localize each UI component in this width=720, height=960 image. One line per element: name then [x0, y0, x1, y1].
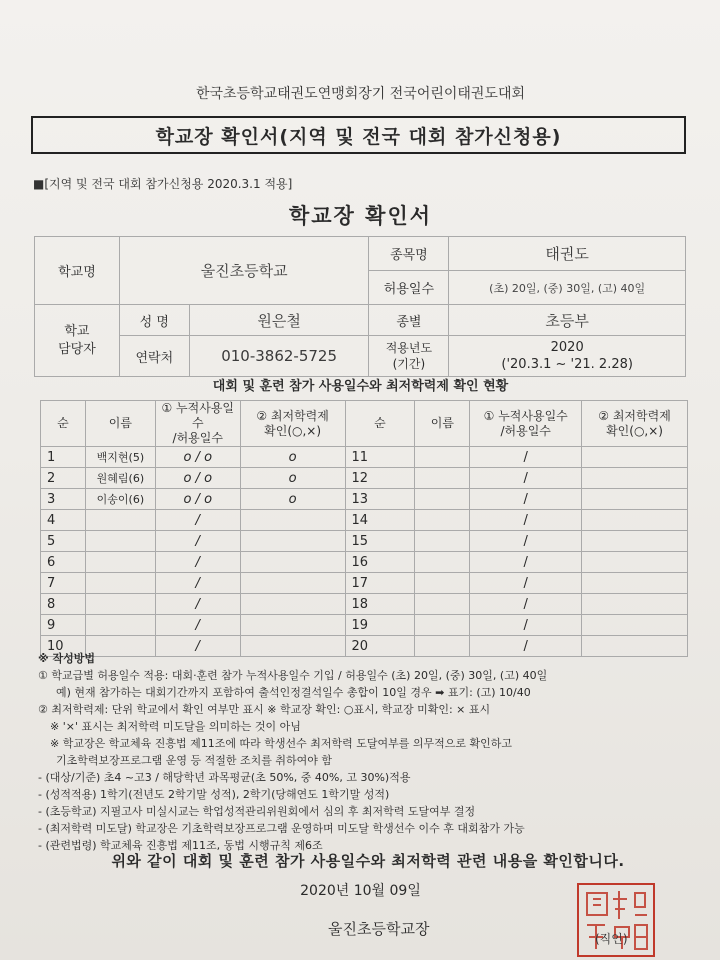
- year-cell: [449, 336, 686, 377]
- player-name: [415, 489, 470, 510]
- player-name: [415, 552, 470, 573]
- min-academic-check: [582, 531, 688, 552]
- row-number: 9: [41, 615, 86, 636]
- manager-label: 학교 담당자: [35, 305, 120, 377]
- player-name: [85, 552, 155, 573]
- days-used: /: [470, 573, 582, 594]
- row-number: 5: [41, 531, 86, 552]
- row-number: 12: [345, 468, 415, 489]
- section-title: 대회 및 훈련 참가 사용일수와 최저학력제 확인 현황: [212, 379, 509, 394]
- division-value: 초등부: [449, 305, 686, 336]
- row-number: 11: [345, 447, 415, 468]
- subnote: ■[지역 및 전국 대회 참가신청용 2020.3.1 적용]: [33, 177, 293, 191]
- player-name: [415, 573, 470, 594]
- instruction-line: ① 학교급별 허용일수 적용: 대회·훈련 참가 누적사용일수 기입 / 허용일수 (초) 20일, (중) 30일, (고) 40일: [38, 669, 548, 682]
- player-grid: [40, 400, 688, 657]
- min-academic-check: [582, 489, 688, 510]
- player-name: [415, 447, 470, 468]
- grid-body: [41, 447, 688, 657]
- row-number: 14: [345, 510, 415, 531]
- instruction-line: ※ 학교장은 학교체육 진흥법 제11조에 따라 학생선수 최저학력 도달여부를 의무적으로 확인하고: [50, 737, 512, 750]
- min-academic-check: [240, 573, 345, 594]
- row-number: 4: [41, 510, 86, 531]
- header-min-right: ② 최저학력제 확인(○,×): [582, 401, 688, 447]
- days-used: /: [470, 552, 582, 573]
- allow-label: 허용일수: [369, 271, 449, 305]
- main-title: 학교장 확인서: [288, 204, 433, 228]
- year-label: 적용년도 (기간): [369, 336, 449, 377]
- days-used: /: [470, 636, 582, 657]
- days-used: /: [470, 447, 582, 468]
- contact-value: 010-3862-5725: [189, 336, 369, 377]
- player-name: [415, 531, 470, 552]
- contact-label: 연락처: [119, 336, 189, 377]
- min-academic-check: [582, 615, 688, 636]
- school-label: 학교명: [35, 237, 120, 305]
- instruction-line: 예) 현재 참가하는 대회기간까지 포함하여 출석인정결석일수 총합이 10일 경우 ➡ 표기: (고) 10/40: [56, 686, 531, 699]
- instruction-line: - (초등학교) 지필고사 미실시교는 학업성적관리위원회에서 심의 후 최저학력 도달여부 결정: [38, 805, 476, 818]
- days-used: /: [155, 636, 240, 657]
- min-academic-check: [582, 594, 688, 615]
- row-number: 13: [345, 489, 415, 510]
- days-used: o / o: [155, 489, 240, 510]
- table-row: [41, 447, 688, 468]
- row-number: 20: [345, 636, 415, 657]
- row-number: 15: [345, 531, 415, 552]
- issue-date: 2020년 10월 09일: [300, 883, 421, 899]
- instruction-line: - (성적적용) 1학기(전년도 2학기말 성적), 2학기(당해연도 1학기말 성적): [38, 788, 390, 801]
- instruction-line: - (최저학력 미도달) 학교장은 기초학력보장프로그램 운영하며 미도달 학생선수 이수 후 대회참가 가능: [38, 822, 525, 835]
- player-name: [415, 510, 470, 531]
- row-number: 2: [41, 468, 86, 489]
- days-used: /: [470, 510, 582, 531]
- player-name: [85, 573, 155, 594]
- days-used: o / o: [155, 468, 240, 489]
- header-no: 순: [41, 401, 86, 447]
- table-row: [41, 573, 688, 594]
- row-number: 19: [345, 615, 415, 636]
- table-row: [41, 489, 688, 510]
- row-number: 3: [41, 489, 86, 510]
- header-name: 이름: [85, 401, 155, 447]
- player-name: [85, 594, 155, 615]
- info-table: [34, 236, 686, 377]
- days-used: /: [155, 573, 240, 594]
- confirmation-statement: 위와 같이 대회 및 훈련 참가 사용일수와 최저학력 관련 내용을 확인합니다.: [111, 852, 625, 870]
- event-label: 종목명: [369, 237, 449, 271]
- instruction-line: - (대상/기준) 초4 ~고3 / 해당학년 과목평균(초 50%, 중 40%, 고 30%)적용: [38, 771, 411, 784]
- days-used: /: [155, 552, 240, 573]
- days-used: /: [155, 594, 240, 615]
- player-name: 이송이(6): [85, 489, 155, 510]
- player-name: [85, 531, 155, 552]
- min-academic-check: [582, 468, 688, 489]
- player-name: [85, 615, 155, 636]
- days-used: /: [155, 531, 240, 552]
- days-used: /: [470, 594, 582, 615]
- instruction-line: - (관련법령) 학교체육 진흥법 제11조, 동법 시행규칙 제6조: [38, 839, 323, 852]
- min-academic-check: o: [240, 468, 345, 489]
- min-academic-check: [582, 447, 688, 468]
- principal-name: 울진초등학교장: [328, 920, 430, 938]
- min-academic-check: [240, 594, 345, 615]
- player-name: 원혜림(6): [85, 468, 155, 489]
- row-number: 17: [345, 573, 415, 594]
- table-row: [41, 615, 688, 636]
- min-academic-check: [582, 510, 688, 531]
- min-academic-check: [240, 552, 345, 573]
- min-academic-check: [240, 615, 345, 636]
- instruction-line: ※ '×' 표시는 최저학력 미도달을 의미하는 것이 아님: [50, 720, 301, 733]
- days-used: /: [155, 615, 240, 636]
- title-box: 학교장 확인서(지역 및 전국 대회 참가신청용): [31, 116, 686, 154]
- table-row: [41, 594, 688, 615]
- min-academic-check: [240, 510, 345, 531]
- table-row: [41, 531, 688, 552]
- row-number: 6: [41, 552, 86, 573]
- player-name: 백지현(5): [85, 447, 155, 468]
- allow-value: (초) 20일, (중) 30일, (고) 40일: [449, 271, 686, 305]
- name-value: 원은철: [189, 305, 369, 336]
- seal-text: (직인): [595, 932, 628, 946]
- event-value: 태권도: [449, 237, 686, 271]
- name-label: 성 명: [119, 305, 189, 336]
- player-name: [415, 594, 470, 615]
- min-academic-check: [582, 552, 688, 573]
- player-name: [415, 468, 470, 489]
- days-used: /: [470, 531, 582, 552]
- year-value: 2020: [550, 340, 584, 355]
- header-days-right: ① 누적사용일수 /허용일수: [470, 401, 582, 447]
- table-row: [41, 510, 688, 531]
- days-used: /: [155, 510, 240, 531]
- min-academic-check: [582, 573, 688, 594]
- days-used: /: [470, 615, 582, 636]
- header-min: ② 최저학력제 확인(○,×): [240, 401, 345, 447]
- header-name-right: 이름: [415, 401, 470, 447]
- instruction-line: ② 최저학력제: 단위 학교에서 확인 여부만 표시 ※ 학교장 확인: ○표시, 학교장 미확인: × 표시: [38, 703, 491, 716]
- row-number: 16: [345, 552, 415, 573]
- header-line: 한국초등학교태권도연맹회장기 전국어린이태권도대회: [195, 86, 526, 102]
- instructions: [38, 650, 698, 854]
- division-label: 종별: [369, 305, 449, 336]
- days-used: /: [470, 468, 582, 489]
- table-row: [41, 552, 688, 573]
- player-name: [85, 510, 155, 531]
- days-used: o / o: [155, 447, 240, 468]
- header-days: ① 누적사용일수 /허용일수: [155, 401, 240, 447]
- row-number: 18: [345, 594, 415, 615]
- row-number: 8: [41, 594, 86, 615]
- player-name: [415, 615, 470, 636]
- min-academic-check: [240, 531, 345, 552]
- instruction-line: ※ 작성방법: [38, 652, 96, 665]
- table-row: [41, 468, 688, 489]
- days-used: /: [470, 489, 582, 510]
- min-academic-check: o: [240, 447, 345, 468]
- header-no-right: 순: [345, 401, 415, 447]
- row-number: 1: [41, 447, 86, 468]
- school-name: 울진초등학교: [119, 237, 369, 305]
- year-period: ('20.3.1 ~ '21. 2.28): [501, 357, 633, 372]
- instruction-line: 기초학력보장프로그램 운영 등 적절한 조치를 취하여야 함: [56, 754, 333, 767]
- min-academic-check: o: [240, 489, 345, 510]
- row-number: 10: [41, 636, 86, 657]
- row-number: 7: [41, 573, 86, 594]
